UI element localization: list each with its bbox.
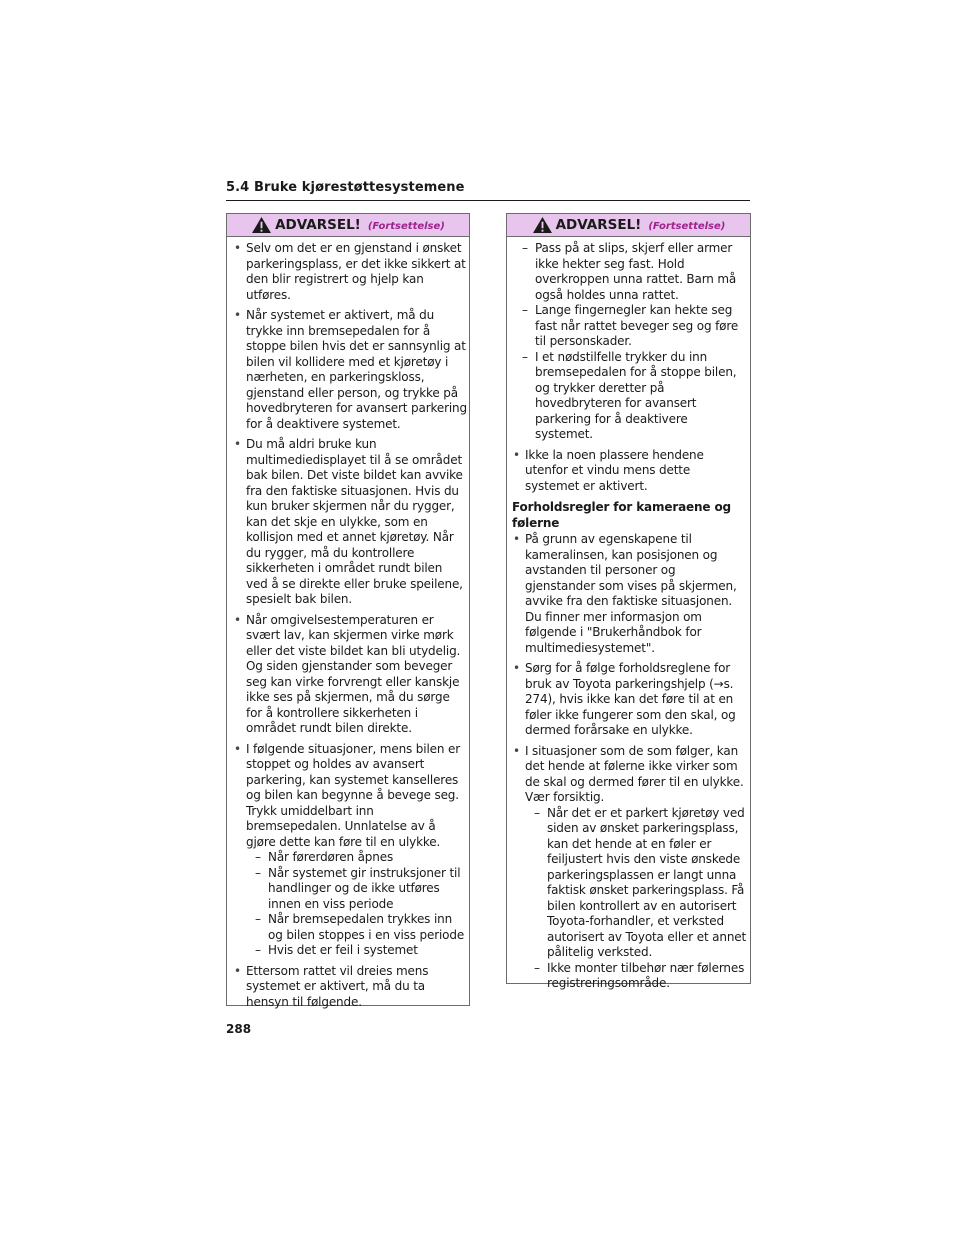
list-item: • Sørg for å følge forholdsreglene for bruk av Toyota parkeringshjelp (→s. 274), hvis ikke kan det føre til at en føler ikke fungerer som den skal, og dermed forårsake en ulykke. bbox=[513, 661, 748, 739]
warning-continued: (Fortsettelse) bbox=[648, 221, 726, 232]
page-number: 288 bbox=[226, 1022, 252, 1036]
list-item: • Selv om det er en gjenstand i ønsket parkeringsplass, er det ikke sikkert at den blir registrert og hjelp kan utføres. bbox=[234, 241, 467, 303]
warning-box-right bbox=[506, 213, 751, 990]
warning-body bbox=[227, 237, 469, 1010]
list-item bbox=[513, 744, 748, 992]
list-item-text: I følgende situasjoner, mens bilen er stoppet og holdes av avansert parkering, kan systemet kanselleres og bilen kan begynne å bevege seg. Trykk umiddelbart inn bremsepedalen. Unnlatelse av å gjøre dette kan føre til en ulykke. bbox=[246, 741, 461, 849]
warning-body bbox=[507, 237, 750, 992]
subsection-heading: Forholdsregler for kameraene og følerne bbox=[512, 500, 731, 530]
sub-list-item: – Ikke monter tilbehør nær følernes registreringsområde. bbox=[525, 961, 748, 992]
sub-list-item: – Hvis det er feil i systemet bbox=[246, 943, 467, 959]
warning-header bbox=[507, 214, 750, 237]
sub-list-item: – Lange fingernegler kan hekte seg fast når rattet beveger seg og føre til personskader. bbox=[513, 303, 748, 350]
warning-box-left bbox=[226, 213, 470, 1009]
warning-header bbox=[227, 214, 469, 237]
list-item-text: I situasjoner som de som følger, kan det hende at følerne ikke virker som de skal og dermed fører til en ulykke. Vær forsiktig. bbox=[525, 743, 744, 804]
sub-list-item: – Når bremsepedalen trykkes inn og bilen stoppes i en viss periode bbox=[246, 912, 467, 943]
sub-list-item: – Når systemet gir instruksjoner til handlinger og de ikke utføres innen en viss periode bbox=[246, 866, 467, 913]
warning-triangle-icon bbox=[532, 216, 553, 234]
warning-continued: (Fortsettelse) bbox=[367, 221, 445, 232]
list-item: • På grunn av egenskapene til kameralinsen, kan posisjonen og avstanden til personer og gjenstander som vises på skjermen, avvike fra den faktiske situasjonen. Du finner mer informasjon om følgende i "Brukerhåndbok for multimediesystemet". bbox=[513, 532, 748, 656]
section-title: 5.4 Bruke kjørestøttesystemene bbox=[226, 180, 465, 195]
list-item: • Ikke la noen plassere hendene utenfor et vindu mens dette systemet er aktivert. bbox=[513, 448, 748, 495]
list-item: • Du må aldri bruke kun multimediedisplayet til å se området bak bilen. Det viste bildet kan avvike fra den faktiske situasjonen. Hvis du kun bruker skjermen når du rygger, kan det skje en ulykke, som en kollisjon med et annet kjøretøy. Når du rygger, må du kontrollere sikkerheten i området rundt bilen ved å se direkte eller bruke speilene, spesielt bak bilen. bbox=[234, 437, 467, 608]
section-header bbox=[226, 180, 750, 201]
list-item bbox=[234, 742, 467, 959]
sub-list-item: – Når førerdøren åpnes bbox=[246, 850, 467, 866]
sub-list-item: – Pass på at slips, skjerf eller armer ikke hekter seg fast. Hold overkroppen unna rattet. Barn må også holdes unna rattet. bbox=[513, 241, 748, 303]
sub-list-item: – I et nødstilfelle trykker du inn bremsepedalen for å stoppe bilen, og trykker deretter på hovedbryteren for avansert parkering for å deaktivere systemet. bbox=[513, 350, 748, 443]
list-item: • Ettersom rattet vil dreies mens systemet er aktivert, må du ta hensyn til følgende. bbox=[234, 964, 467, 1011]
warning-triangle-icon bbox=[251, 216, 272, 234]
list-item: • Når omgivelsestemperaturen er svært lav, kan skjermen virke mørk eller det viste bildet kan bli utydelig. Og siden gjenstander som beveger seg kan virke forvrengt eller kanskje ikke ses på skjermen, må du sørge for å kontrollere sikkerheten i området rundt bilen direkte. bbox=[234, 613, 467, 737]
warning-title: ADVARSEL! bbox=[555, 217, 642, 233]
list-item: • Når systemet er aktivert, må du trykke inn bremsepedalen for å stoppe bilen hvis det er sannsynlig at bilen vil kollidere med et kjøretøy i nærheten, en parkeringskloss, gjenstand eller person, og trykke på hovedbryteren for avansert parkering for å deaktivere systemet. bbox=[234, 308, 467, 432]
sub-list-item: – Når det er et parkert kjøretøy ved siden av ønsket parkeringsplass, kan det hende at en føler er feiljustert hvis den viste ønskede parkeringsplassen er langt unna faktisk ønsket parkeringsplass. Få bilen kontrollert av en autorisert Toyota-forhandler, et verksted autorisert av Toyota eller et annet pålitelig verksted. bbox=[525, 806, 748, 961]
warning-title: ADVARSEL! bbox=[275, 217, 361, 233]
